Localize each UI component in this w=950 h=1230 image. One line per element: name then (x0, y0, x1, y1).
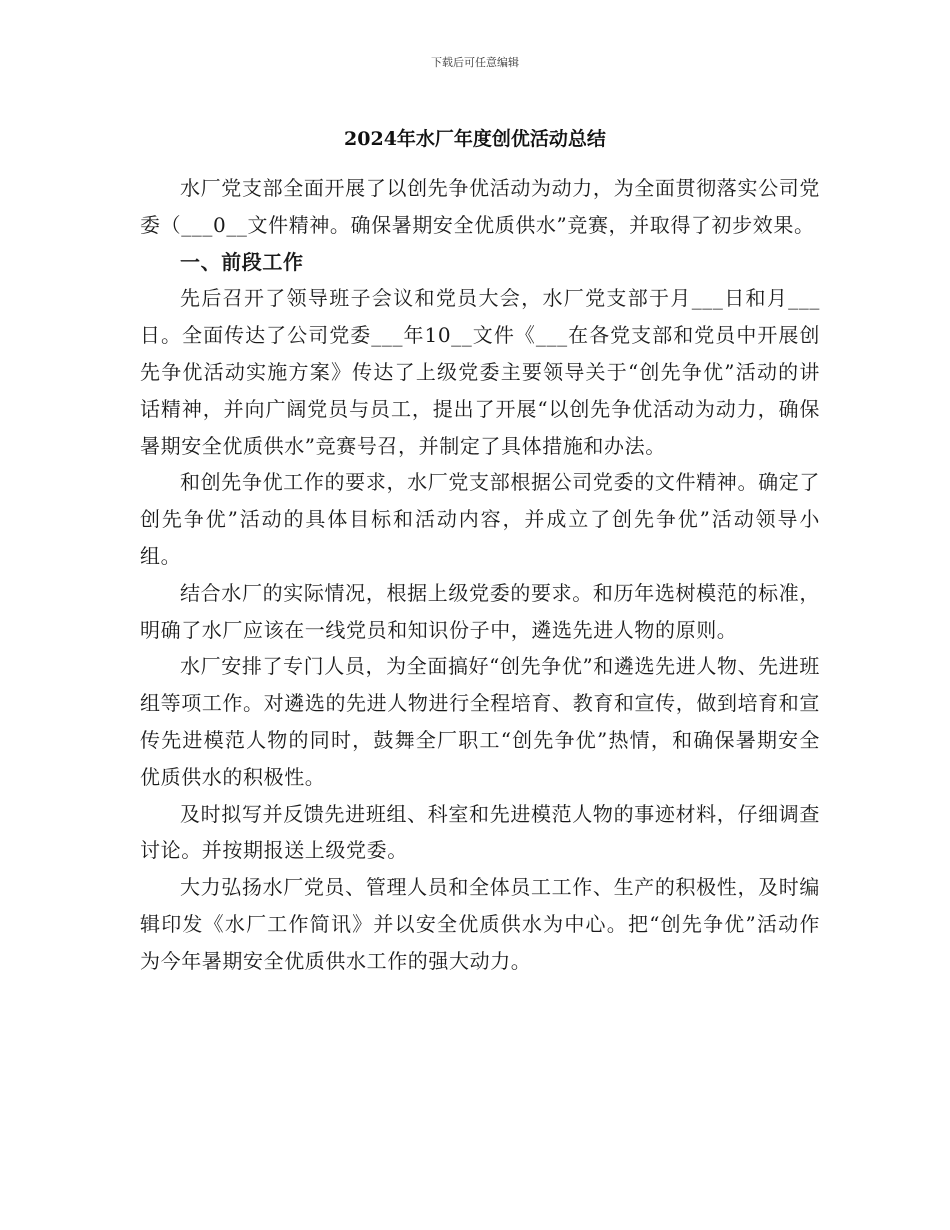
paragraph-publicity: 大力弘扬水厂党员、管理人员和全体员工工作、生产的积极性，及时编辑印发《水厂工作简讯》并以安全优质供水为中心。把“创先争优”活动作为今年暑期安全优质供水工作的强大动力。 (140, 875, 820, 973)
header-note: 下载后可任意编辑 (431, 56, 519, 69)
section-heading: 一、前段工作 (180, 249, 304, 274)
paragraph-goals: 和创先争优工作的要求，水厂党支部根据公司党委的文件精神。确定了创先争优”活动的具体目标和活动内容，并成立了创先争优”活动领导小组。 (140, 470, 820, 568)
paragraph-meetings: 先后召开了领导班子会议和党员大会，水厂党支部于月___日和月___日。全面传达了公司党委___年10__文件《___在各党支部和党员中开展创先争优活动实施方案》传达了上级党委主要领导关于“创先争优”活动的讲话精神，并向广阔党员与员工，提出了开展“以创先争优活动为动力，确保暑期安全优质供水”竞赛号召，并制定了具体措施和办法。 (140, 286, 820, 458)
paragraph-staffing: 水厂安排了专门人员，为全面搞好“创先争优”和遴选先进人物、先进班组等项工作。对遴选的先进人物进行全程培育、教育和宣传，做到培育和宣传先进模范人物的同时，鼓舞全厂职工“创先争优”热情，和确保暑期安全优质供水的积极性。 (140, 654, 820, 789)
paragraph-reporting: 及时拟写并反馈先进班组、科室和先进模范人物的事迹材料，仔细调查讨论。并按期报送上级党委。 (140, 801, 820, 863)
document-body (140, 170, 820, 980)
paragraph-intro: 水厂党支部全面开展了以创先争优活动为动力，为全面贯彻落实公司党委（___0__文件精神。确保暑期安全优质供水”竞赛，并取得了初步效果。 (140, 176, 820, 237)
document-title: 2024年水厂年度创优活动总结 (344, 128, 606, 150)
paragraph-selection: 结合水厂的实际情况，根据上级党委的要求。和历年选树模范的标准，明确了水厂应该在一线党员和知识份子中，遴选先进人物的原则。 (140, 580, 820, 642)
